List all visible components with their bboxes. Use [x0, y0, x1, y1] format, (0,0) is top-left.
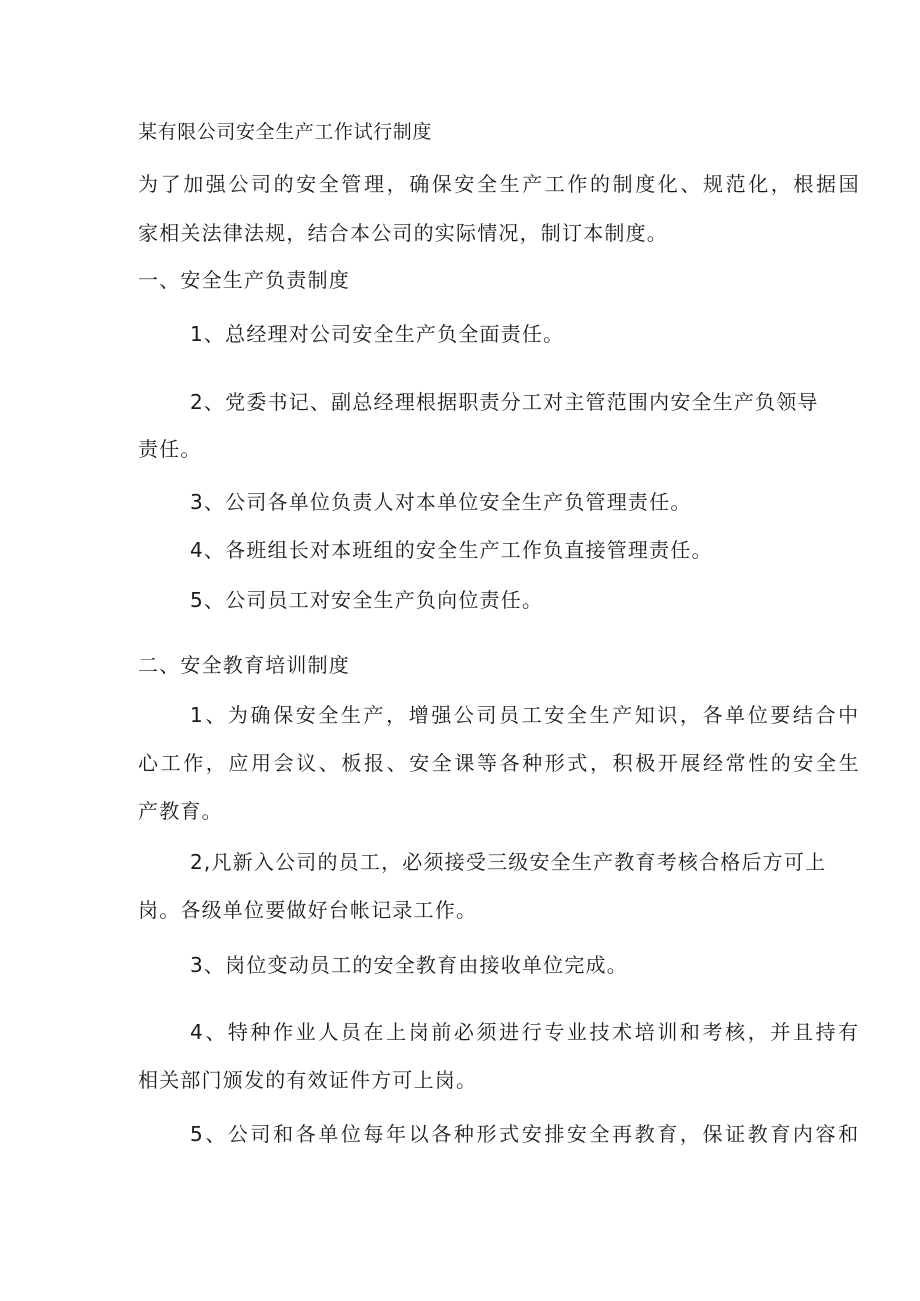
- list-item: 5、公司员工对安全生产负向位责任。: [190, 588, 544, 612]
- list-item-continuation: 责任。: [138, 437, 202, 461]
- list-item-continuation: 心工作，应用会议、板报、安全课等各种形式，积极开展经常性的安全生: [138, 751, 862, 775]
- intro-line: 家相关法律法规，结合本公司的实际情况，制订本制度。: [138, 221, 668, 245]
- section-heading: 一、安全生产负责制度: [138, 268, 350, 292]
- intro-line: 为了加强公司的安全管理，确保安全生产工作的制度化、规范化，根据国: [138, 172, 862, 196]
- list-item-continuation: 岗。各级单位要做好台帐记录工作。: [138, 898, 478, 922]
- list-item: 1、为确保安全生产，增强公司员工安全生产知识，各单位要结合中: [190, 703, 861, 727]
- list-item: 3、公司各单位负责人对本单位安全生产负管理责任。: [190, 490, 692, 514]
- list-item: 5、公司和各单位每年以各种形式安排安全再教育，保证教育内容和: [190, 1122, 861, 1146]
- list-item-continuation: 相关部门颁发的有效证件方可上岗。: [138, 1068, 478, 1092]
- list-item: 2、党委书记、副总经理根据职责分工对主管范围内安全生产负领导: [190, 390, 819, 414]
- list-item: 1、总经理对公司安全生产负全面责任。: [190, 322, 565, 346]
- list-item: 3、岗位变动员工的安全教育由接收单位完成。: [190, 953, 628, 977]
- list-item-continuation: 产教育。: [138, 799, 223, 823]
- list-item: 2,凡新入公司的员工，必须接受三级安全生产教育考核合格后方可上: [190, 850, 827, 874]
- list-item: 4、特种作业人员在上岗前必须进行专业技术培训和考核，并且持有: [190, 1020, 861, 1044]
- section-heading: 二、安全教育培训制度: [138, 653, 350, 677]
- list-item: 4、各班组长对本班组的安全生产工作负直接管理责任。: [190, 538, 713, 562]
- document-title: 某有限公司安全生产工作试行制度: [138, 121, 433, 143]
